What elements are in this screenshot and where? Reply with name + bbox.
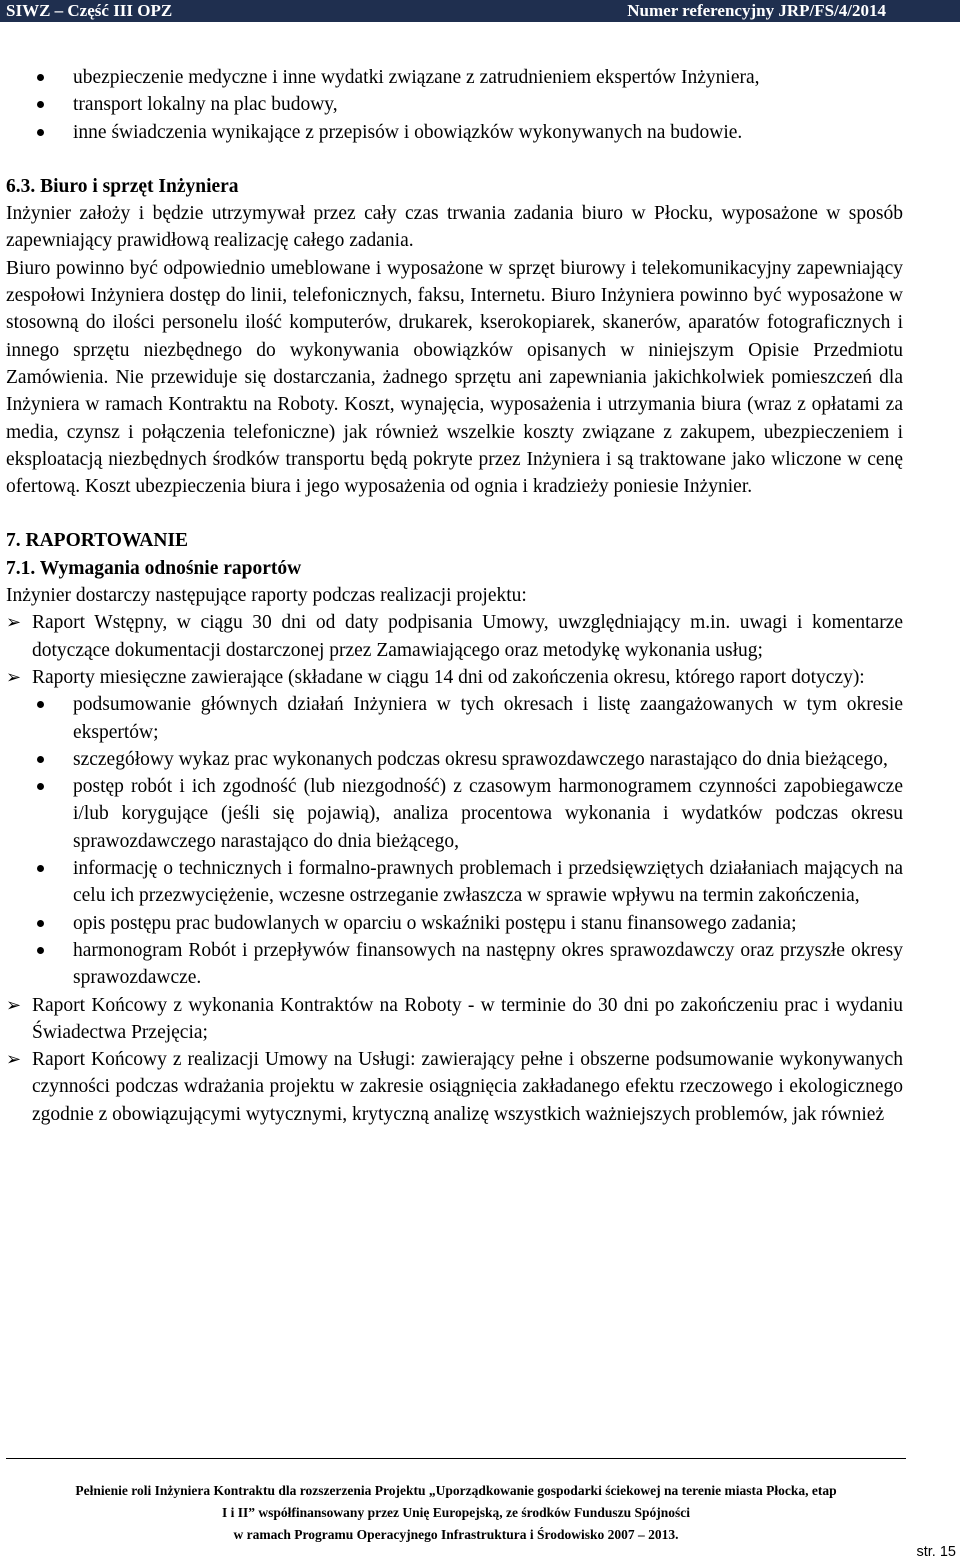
report-final-works: Raport Końcowy z wykonania Kontraktów na Roboty - w terminie do 30 dni po zakończeniu prac i wydaniu Świadectwa Przejęcia; xyxy=(32,994,903,1043)
bullet-icon xyxy=(37,783,44,790)
list-item-text: ubezpieczenie medyczne i inne wydatki związane z zatrudnieniem ekspertów Inżyniera, xyxy=(73,67,760,88)
list-item-text: podsumowanie głównych działań Inżyniera w tych okresach i listę zaangażowanych w tym okresie ekspertów; xyxy=(73,694,903,743)
list-item xyxy=(6,64,903,91)
list-item-text: inne świadczenia wynikające z przepisów i obowiązków wykonywanych na budowie. xyxy=(73,121,743,143)
list-item xyxy=(6,746,903,773)
report-initial: Raport Wstępny, w ciągu 30 dni od daty podpisania Umowy, uwzględniający m.in. uwagi i komentarze dotyczące dokumentacji dostarczonej przez Zamawiającego oraz metodykę wykonania usług; xyxy=(32,612,903,661)
list-item-text: opis postępu prac budowlanych w oparciu o wskaźniki postępu i stanu finansowego zadania; xyxy=(73,912,797,934)
list-item-text: szczegółowy wykaz prac wykonanych podczas okresu sprawozdawczego narastająco do dnia bieżącego, xyxy=(73,748,888,770)
list-item xyxy=(6,773,903,855)
arrow-bullet-icon: ➢ xyxy=(6,612,22,633)
bullet-icon xyxy=(37,947,44,954)
list-item-text: postęp robót i ich zgodność (lub niezgodność) z czasowym harmonogramem czynności zapobiegawcze i/lub korygujące (jeśli się pojawią), analiza procentowa wykonania i wydatków podczas okresu sprawozdawczego narastająco do dnia bieżącego, xyxy=(73,776,903,852)
page-footer xyxy=(6,1480,906,1546)
list-item xyxy=(6,910,903,937)
header-reference-number: Numer referencyjny JRP/FS/4/2014 xyxy=(627,1,886,20)
page-content xyxy=(6,64,903,1128)
section-heading-7: 7. RAPORTOWANIE xyxy=(6,530,189,552)
arrow-bullet-icon: ➢ xyxy=(6,994,22,1015)
list-item xyxy=(6,992,903,1047)
list-item xyxy=(6,609,903,664)
section-heading-6-3: 6.3. Biuro i sprzęt Inżyniera xyxy=(6,175,239,197)
bullet-icon xyxy=(37,74,44,81)
list-item xyxy=(6,937,903,992)
running-header xyxy=(0,0,960,22)
list-item-text: informację o technicznych i formalno-prawnych problemach i przedsięwziętych działaniach mających na celu ich przezwyciężenie, wczesne ostrzeganie zwłaszcza w sprawie wpływu na termin zakończenia, xyxy=(73,858,903,907)
office-paragraph-1: Inżynier założy i będzie utrzymywał przez cały czas trwania zadania biuro w Płocku, wyposażone w sposób zapewniający prawidłową realizację całego zadania. xyxy=(6,203,903,252)
footer-line-2: I i II” współfinansowany przez Unię Europejską, ze środków Funduszu Spójności xyxy=(222,1505,690,1520)
footer-line-3: w ramach Programu Operacyjnego Infrastruktura i Środowisko 2007 – 2013. xyxy=(233,1527,679,1542)
bullet-icon xyxy=(37,920,44,927)
list-item-text: transport lokalny na plac budowy, xyxy=(73,94,338,116)
footer-line-1: Pełnienie roli Inżyniera Kontraktu dla rozszerzenia Projektu „Uporządkowanie gospodarki ściekowej na terenie miasta Płocka, etap xyxy=(75,1483,837,1498)
bullet-icon xyxy=(37,756,44,763)
list-item-text: harmonogram Robót i przepływów finansowych na następny okres sprawozdawczy oraz przyszłe okresy sprawozdawcze. xyxy=(73,939,903,989)
list-item xyxy=(6,1046,903,1128)
bullet-icon xyxy=(37,701,44,708)
report-monthly: Raporty miesięczne zawierające (składane w ciągu 14 dni od zakończenia okresu, którego raport dotyczy): xyxy=(32,666,865,688)
bullet-icon xyxy=(37,129,44,136)
office-paragraph-2: Biuro powinno być odpowiednio umeblowane i wyposażone w sprzęt biurowy i telekomunikacyjny zapewniający zespołowi Inżyniera dostęp do linii, telefonicznych, faksu, Internetu. Biuro Inżyniera powinno być wyposażone w stosowną do ilości personelu ilość komputerów, drukarek, kserokopiarek, skanerów, aparatów fotograficznych i innego sprzętu niezbędnego do wykonywania obowiązków opisanych w niniejszym Opisie Przedmiotu Zamówienia. Nie przewiduje się dostarczania, żadnego sprzętu ani zapewniania jakichkolwiek pomieszczeń dla Inżyniera w ramach Kontraktu na Roboty. Koszt, wynajęcia, wyposażenia i utrzymania biura (wraz z opłatami za media, czynsz i połączenia telefoniczne) jak również wszelkie koszty związane z zakupem, ubezpieczeniem i eksploatacją niezbędnych środków transportu będą pokryte przez Inżyniera i są traktowane jako wliczone w cenę ofertową. Koszt ubezpieczenia biura i jego wyposażenia od ognia i kradzieży poniesie Inżynier. xyxy=(6,257,903,498)
page-number: str. 15 xyxy=(916,1544,956,1560)
bullet-icon xyxy=(37,101,44,108)
list-item xyxy=(6,855,903,910)
bullet-icon xyxy=(37,865,44,872)
list-item xyxy=(6,664,903,691)
header-document-title: SIWZ – Część III OPZ xyxy=(6,1,173,20)
list-item xyxy=(6,91,903,118)
section-heading-7-1: 7.1. Wymagania odnośnie raportów xyxy=(6,557,302,579)
report-final-services: Raport Końcowy z realizacji Umowy na Usługi: zawierający pełne i obszerne podsumowanie wykonywanych czynności podczas wdrażania projektu w zakresie osiągnięcia zakładanego efektu rzeczowego i ekologicznego zgodnie z obowiązującymi wytycznymi, krytyczną analizę wszystkich ważniejszych problemów, jak również xyxy=(32,1049,903,1125)
list-item xyxy=(6,691,903,746)
arrow-bullet-icon: ➢ xyxy=(6,666,22,687)
footer-divider xyxy=(6,1458,906,1459)
reports-intro: Inżynier dostarczy następujące raporty podczas realizacji projektu: xyxy=(6,585,527,607)
arrow-bullet-icon: ➢ xyxy=(6,1049,22,1070)
list-item xyxy=(6,119,903,146)
